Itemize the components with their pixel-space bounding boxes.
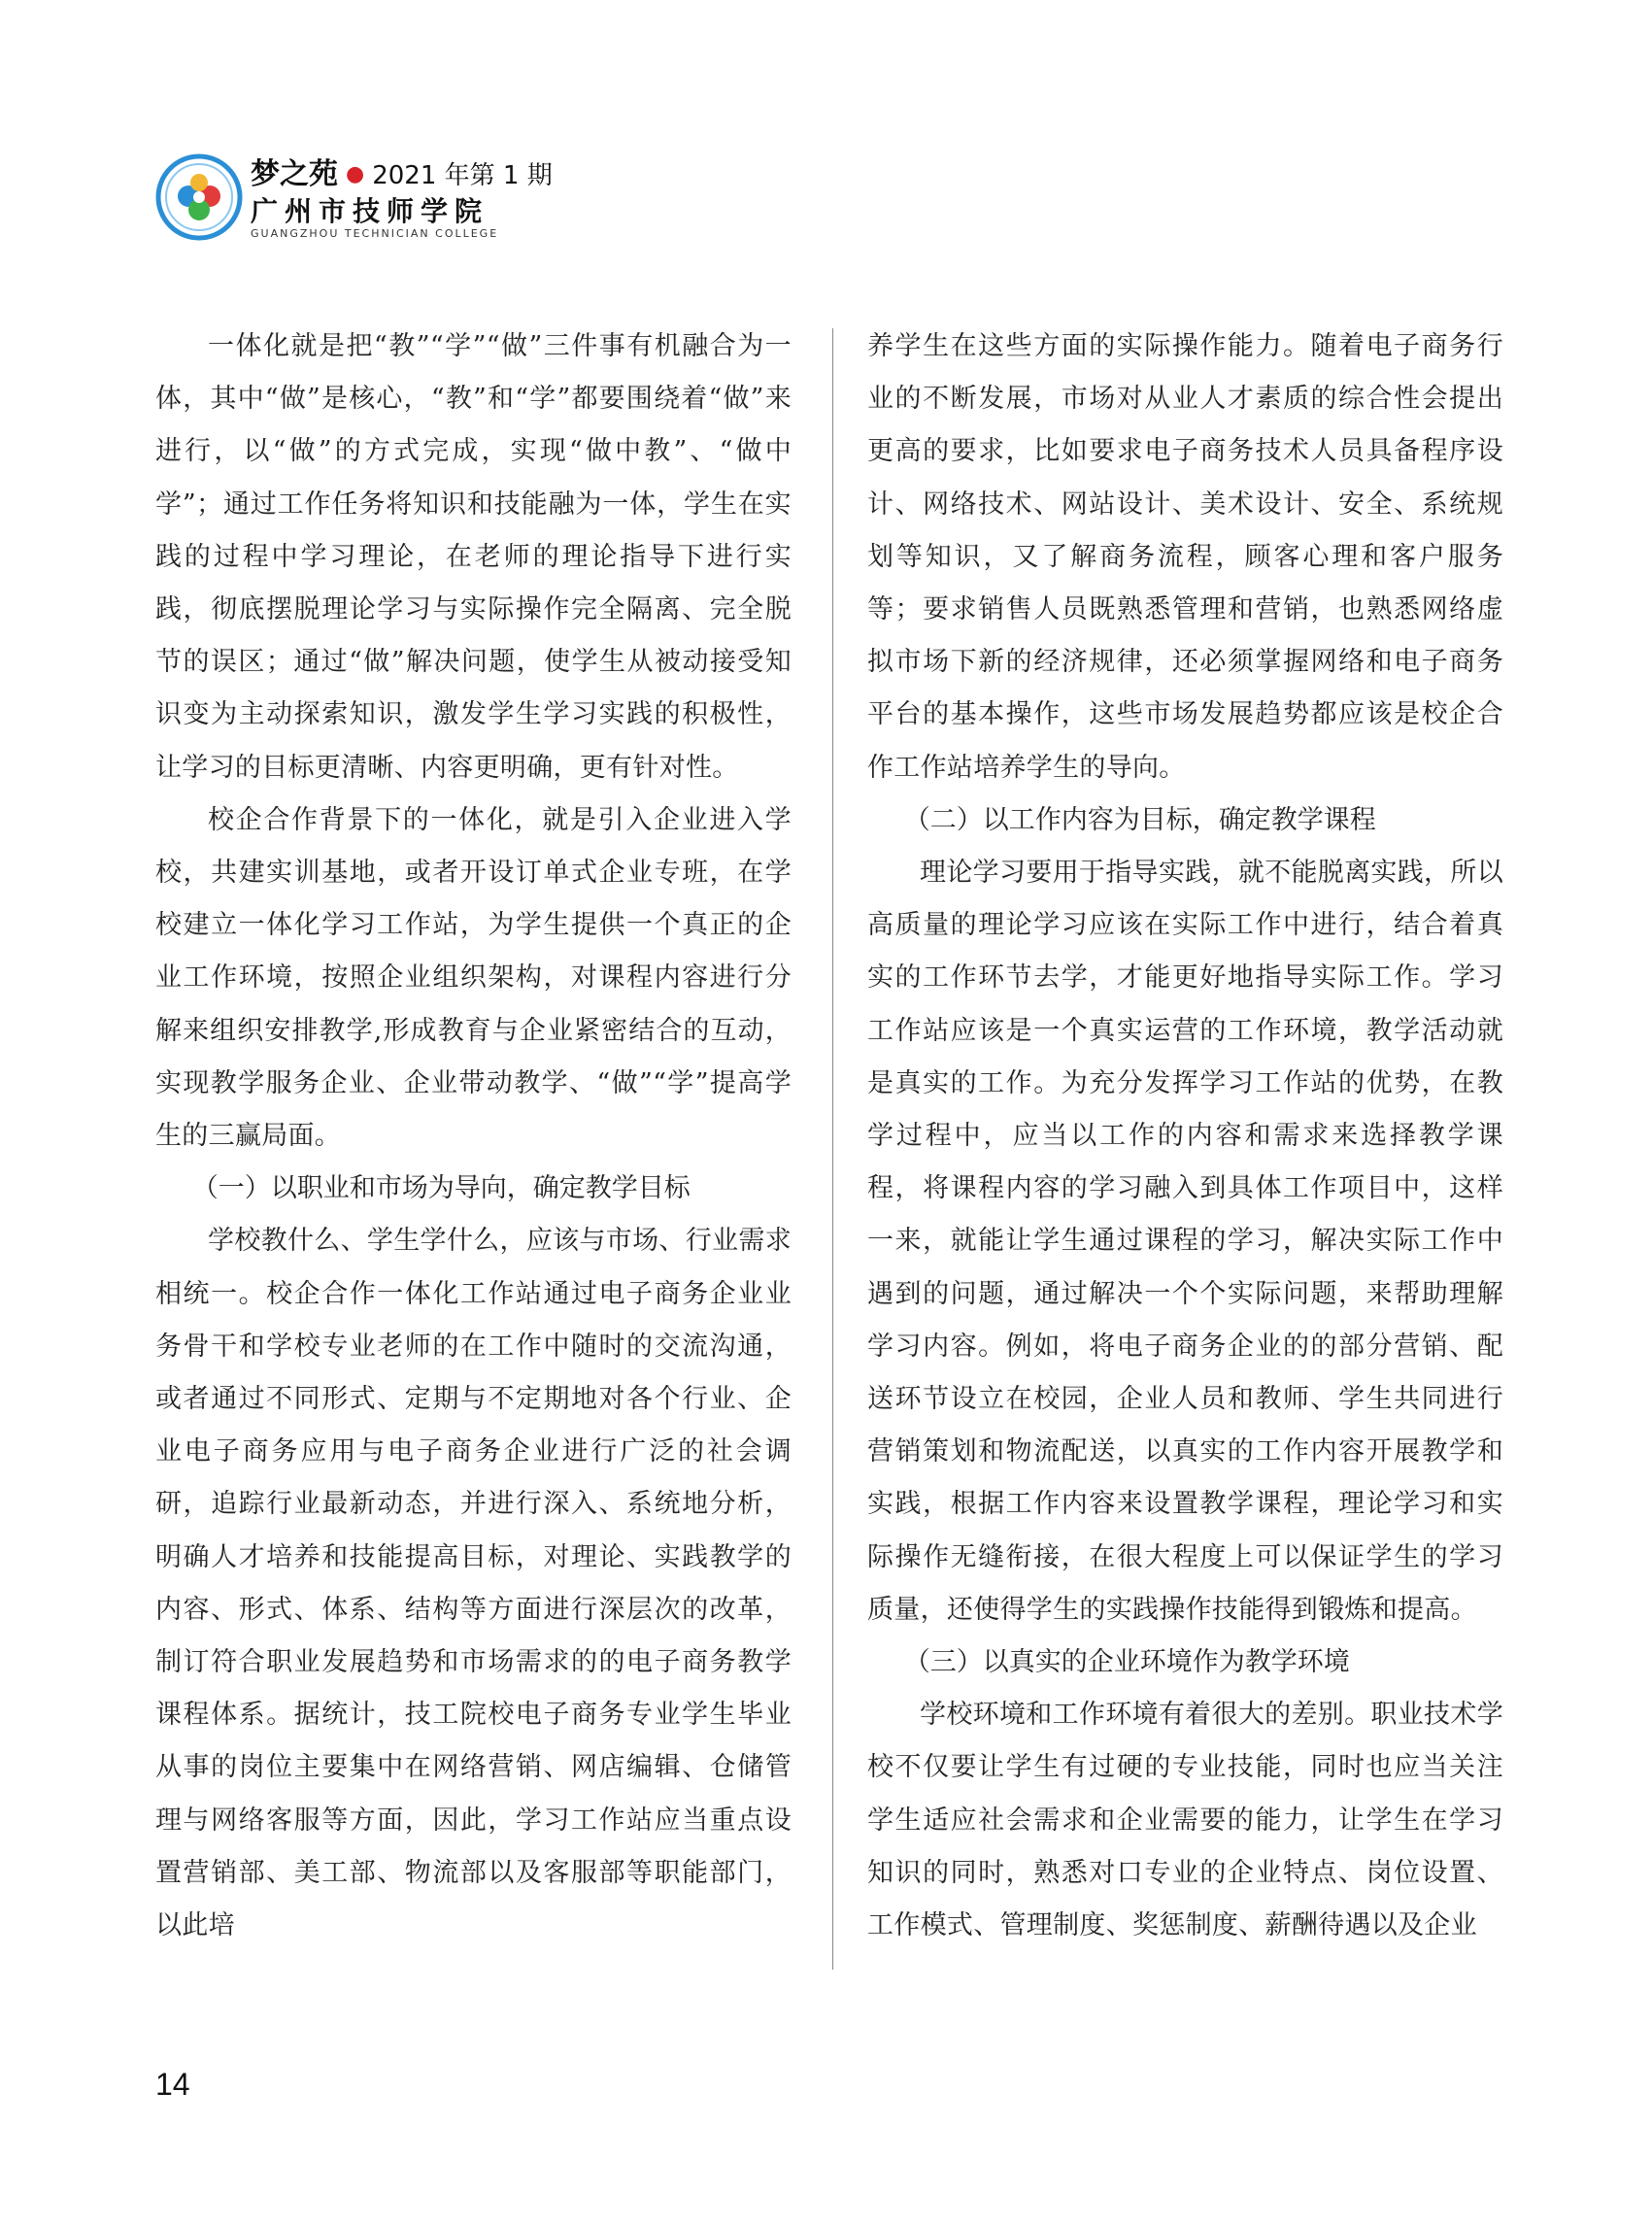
paragraph: 学校环境和工作环境有着很大的差别。职业技术学校不仅要让学生有过硬的专业技能，同时也应当关注学生适应社会需求和企业需要的能力，让学生在学习知识的同时，熟悉对口专业的企业特点、岗位设置、工作模式、管理制度、奖惩制度、薪酬待遇以及企业 [867, 1700, 1503, 1941]
paragraph-continued: 养学生在这些方面的实际操作能力。随着电子商务行业的不断发展，市场对从业人才素质的综合性会提出更高的要求，比如要求电子商务技术人员具备程序设计、网络技术、网站设计、美术设计、安全、系统规划等知识，又了解商务流程，顾客心理和客户服务等；要求销售人员既熟悉管理和营销，也熟悉网络虚拟市场下新的经济规律，还必须掌握网络和电子商务平台的基本操作，这些市场发展趋势都应该是校企合作工作站培养学生的导向。 [867, 331, 1503, 783]
issue-label: 2021 年第 1 期 [372, 161, 553, 190]
college-name-cn: 广州市技师学院 [251, 195, 489, 227]
section-heading: （二）以工作内容为目标，确定教学课程 [903, 804, 1376, 835]
paragraph: 校企合作背景下的一体化，就是引入企业进入学校，共建实训基地，或者开设订单式企业专班，在学校建立一体化学习工作站，为学生提供一个真正的企业工作环境，按照企业组织架构，对课程内容进行分解来组织安排教学,形成教育与企业紧密结合的互动，实现教学服务企业、企业带动教学、“做”“学”提高学生的三赢局面。 [155, 804, 792, 1152]
section-heading: （一）以职业和市场为导向，确定教学目标 [191, 1173, 691, 1204]
paragraph: 理论学习要用于指导实践，就不能脱离实践，所以高质量的理论学习应该在实际工作中进行，结合着真实的工作环节去学，才能更好地指导实际工作。学习工作站应该是一个真实运营的工作环境，教学活动就是真实的工作。为充分发挥学习工作站的优势，在教学过程中，应当以工作的内容和需求来选择教学课程，将课程内容的学习融入到具体工作项目中，这样一来，就能让学生通过课程的学习，解决实际工作中遇到的问题，通过解决一个个实际问题，来帮助理解学习内容。例如，将电子商务企业的的部分营销、配送环节设立在校园，企业人员和教师、学生共同进行营销策划和物流配送，以真实的工作内容开展教学和实践，根据工作内容来设置教学课程，理论学习和实际操作无缝衔接，在很大程度上可以保证学生的学习质量，还使得学生的实践操作技能得到锻炼和提高。 [867, 858, 1503, 1625]
paragraph: 学校教什么、学生学什么，应该与市场、行业需求相统一。校企合作一体化工作站通过电子商务企业业务骨干和学校专业老师的在工作中随时的交流沟通，或者通过不同形式、定期与不定期地对各个行业、企业电子商务应用与电子商务企业进行广泛的社会调研，追踪行业最新动态，并进行深入、系统地分析，明确人才培养和技能提高目标，对理论、实践教学的内容、形式、体系、结构等方面进行深层次的改革，制订符合职业发展趋势和市场需求的的电子商务教学课程体系。据统计，技工院校电子商务专业学生毕业从事的岗位主要集中在网络营销、网店编辑、仓储管理与网络客服等方面，因此，学习工作站应当重点设置营销部、美工部、物流部以及客服部等职能部门，以此培 [155, 1226, 792, 1941]
college-name-en: GUANGZHOU TECHNICIAN COLLEGE [251, 227, 499, 240]
section-heading: （三）以真实的企业环境作为教学环境 [903, 1647, 1350, 1678]
masthead [155, 146, 699, 253]
journal-title [251, 150, 553, 192]
left-column [155, 320, 792, 1952]
college-logo-icon [155, 153, 243, 241]
page-number: 14 [155, 2067, 190, 2102]
brand-name: 梦之苑 [251, 157, 338, 191]
right-column [867, 320, 1503, 1952]
column-divider [832, 328, 833, 1970]
separator-dot-icon: ● [346, 162, 365, 186]
paragraph: 一体化就是把“教”“学”“做”三件事有机融合为一体，其中“做”是核心，“教”和“学”都要围绕着“做”来进行，以“做”的方式完成，实现“做中教”、“做中学”；通过工作任务将知识和技能融为一体，学生在实践的过程中学习理论，在老师的理论指导下进行实践，彻底摆脱理论学习与实际操作完全隔离、完全脱节的误区；通过“做”解决问题，使学生从被动接受知识变为主动探索知识，激发学生学习实践的积极性，让学习的目标更清晰、内容更明确，更有针对性。 [155, 331, 792, 783]
